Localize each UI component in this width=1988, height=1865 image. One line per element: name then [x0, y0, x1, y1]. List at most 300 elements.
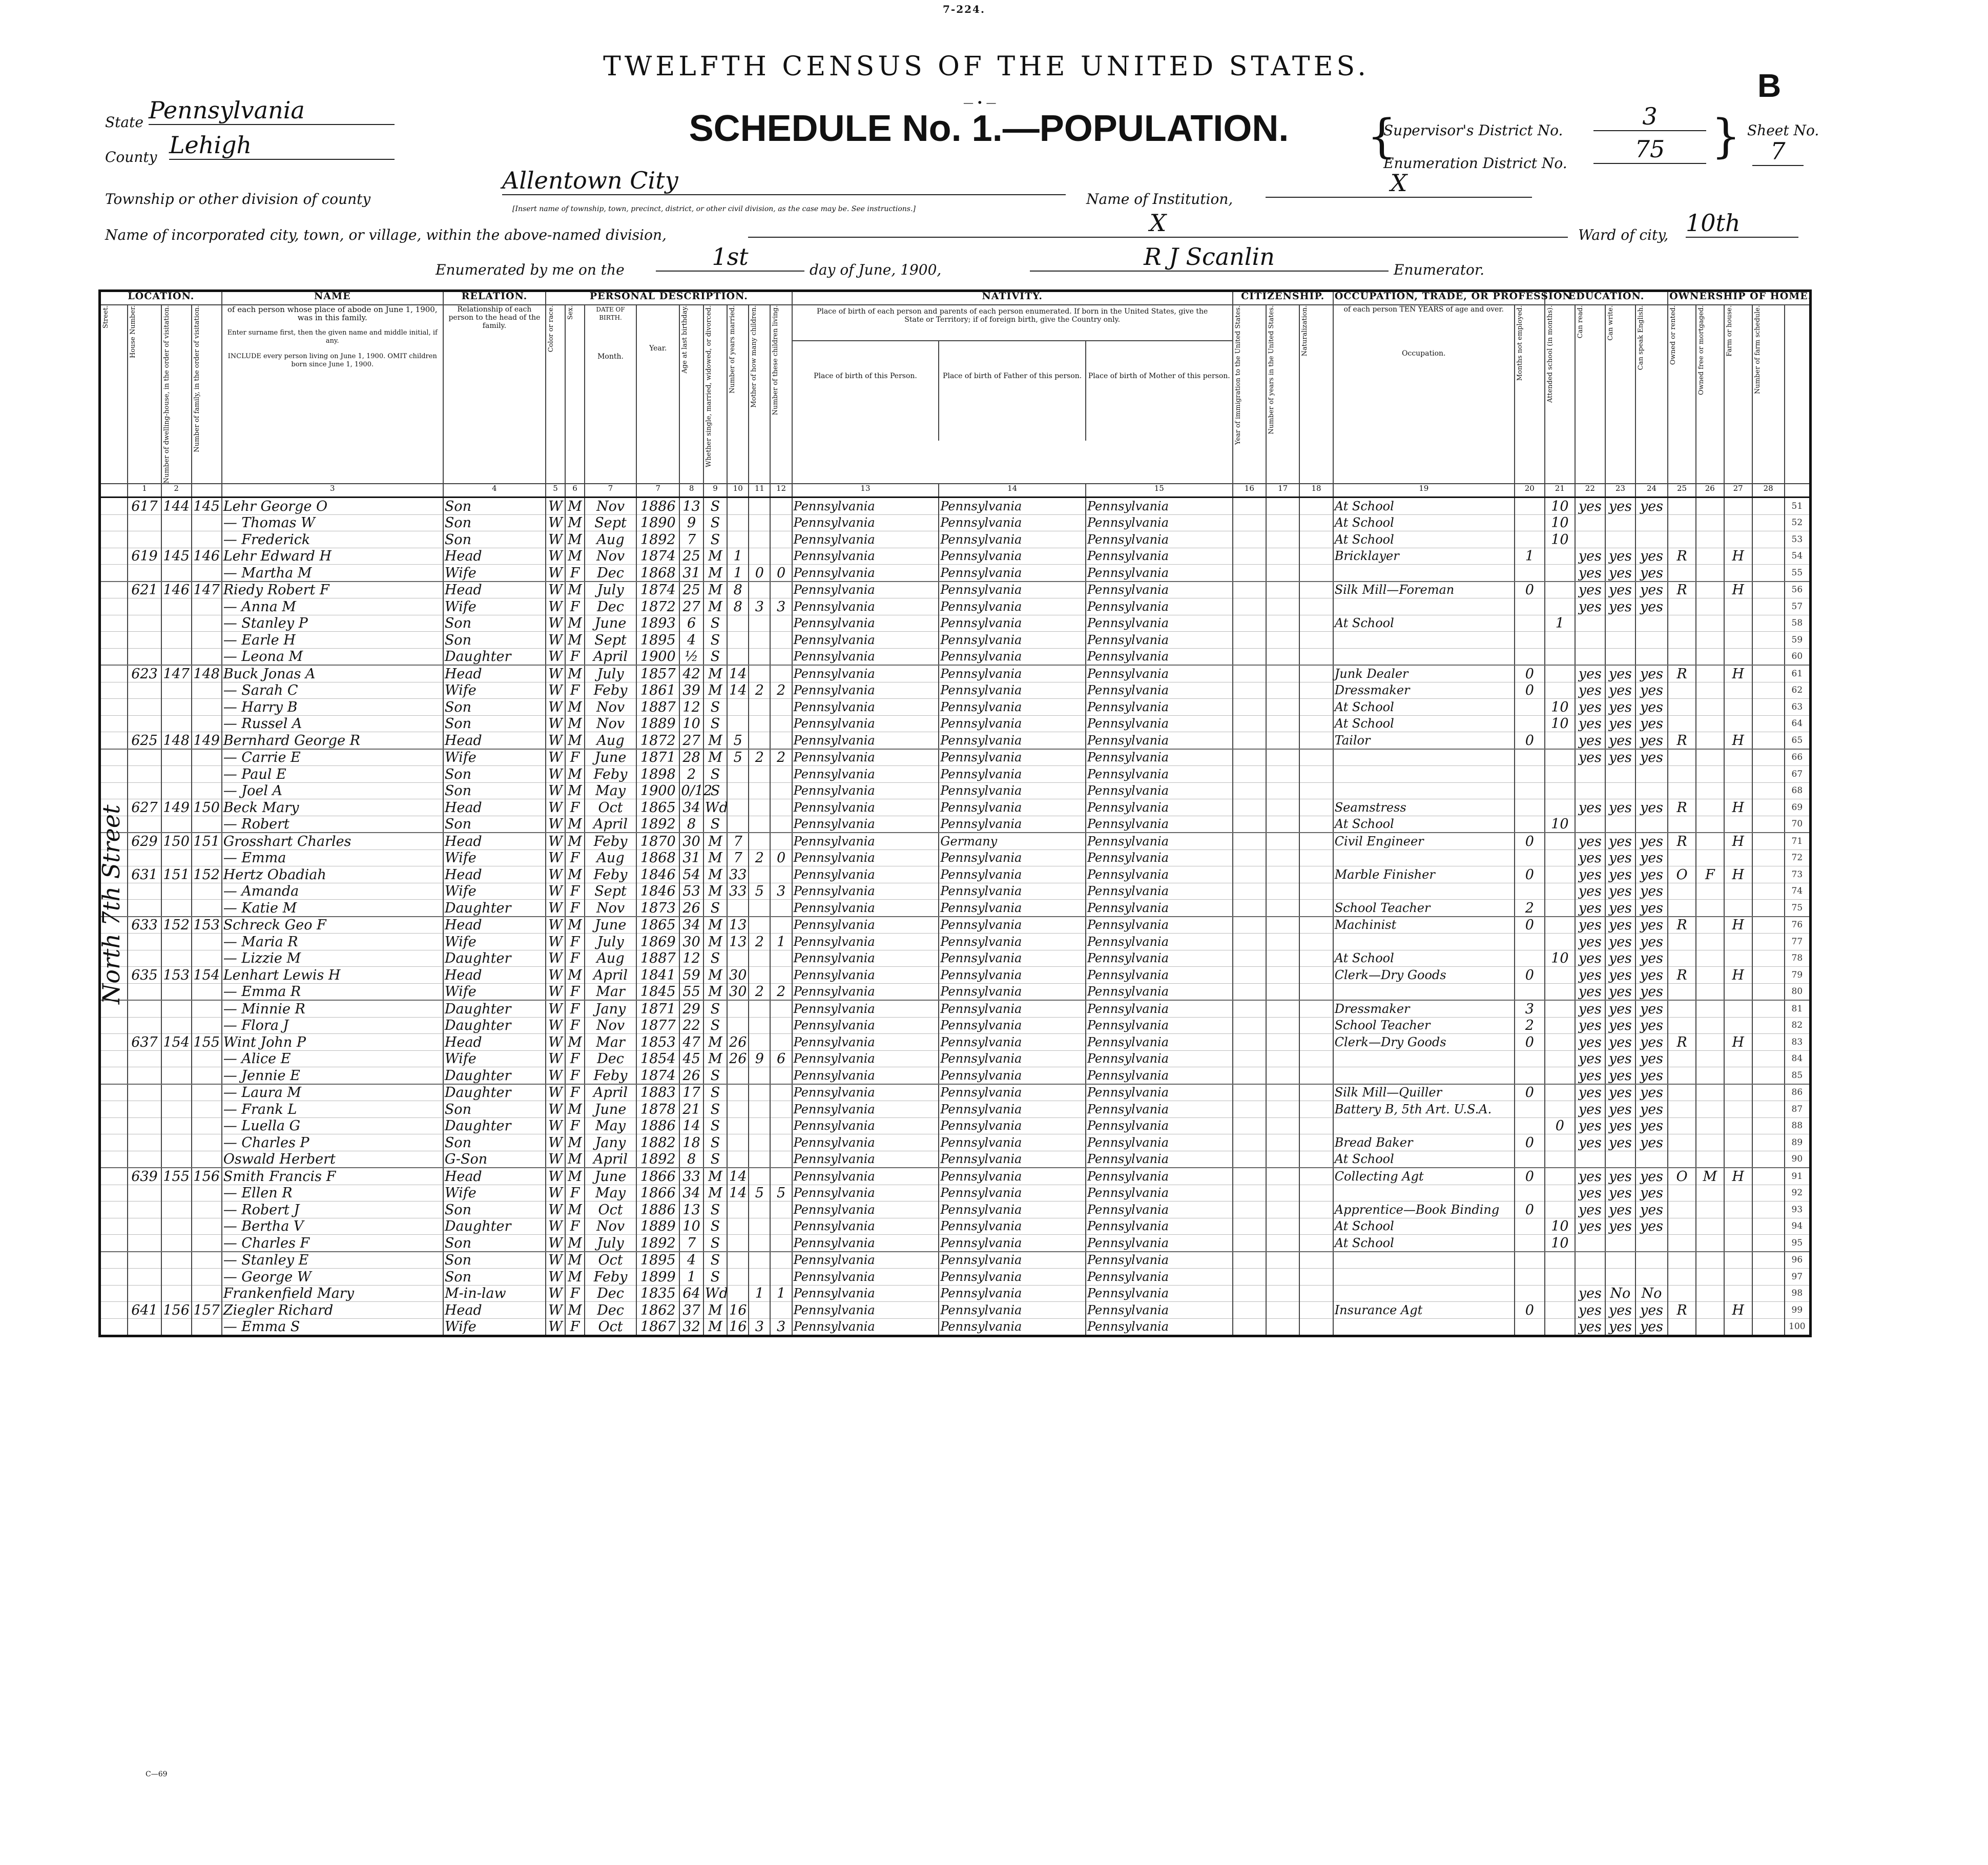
color: W — [546, 1034, 565, 1051]
color: W — [546, 1084, 565, 1101]
census-row — [100, 565, 1811, 582]
family-number — [192, 1201, 222, 1218]
free-mortgaged — [1696, 799, 1724, 816]
birthplace-person: Pennsylvania — [792, 1285, 939, 1302]
mother-of: 9 — [749, 1050, 770, 1067]
immigration-year — [1233, 967, 1266, 984]
column-number: 3 — [222, 484, 443, 498]
row-number-right: 67 — [1785, 766, 1811, 783]
birthplace-mother: Pennsylvania — [1086, 582, 1233, 598]
free-mortgaged — [1696, 632, 1724, 649]
farm-schedule — [1752, 548, 1785, 565]
can-read: yes — [1575, 1101, 1605, 1118]
sex: F — [565, 983, 585, 1000]
farm-house — [1724, 983, 1752, 1000]
can-write — [1605, 615, 1635, 632]
can-read: yes — [1575, 1318, 1605, 1336]
family-number — [192, 699, 222, 716]
free-mortgaged — [1696, 983, 1724, 1000]
months-unemployed — [1515, 1218, 1545, 1235]
years-in-us — [1266, 1269, 1299, 1286]
immigration-year — [1233, 917, 1266, 934]
street-cell — [100, 648, 128, 665]
free-mortgaged — [1696, 1000, 1724, 1017]
naturalization — [1299, 799, 1333, 816]
sex: M — [565, 917, 585, 934]
birthplace-person: Pennsylvania — [792, 1000, 939, 1017]
row-number-right: 86 — [1785, 1084, 1811, 1101]
can-write-header: Can write. — [1605, 305, 1635, 484]
birth-month-header: DATE OF BIRTH. Month. — [585, 305, 636, 484]
can-read — [1575, 766, 1605, 783]
years-married: 7 — [727, 833, 749, 849]
occupation — [1333, 1067, 1515, 1084]
dwelling-number — [161, 1252, 192, 1269]
marital-status: S — [703, 648, 727, 665]
farm-schedule — [1752, 1050, 1785, 1067]
immigration-year — [1233, 1218, 1266, 1235]
sex: F — [565, 565, 585, 582]
can-write — [1605, 766, 1635, 783]
owned-rented: R — [1668, 1302, 1696, 1319]
owned-rented — [1668, 1084, 1696, 1101]
age: 47 — [679, 1034, 703, 1051]
naturalization — [1299, 732, 1333, 749]
family-number — [192, 1269, 222, 1286]
birth-month: June — [585, 1101, 636, 1118]
marital-status: S — [703, 498, 727, 515]
mother-of — [749, 782, 770, 799]
occupation: At School — [1333, 699, 1515, 716]
population-rows — [100, 498, 1811, 1336]
birth-year: 1857 — [636, 665, 679, 682]
children-living — [770, 1017, 792, 1034]
mother-of — [749, 1000, 770, 1017]
years-married: 14 — [727, 1168, 749, 1185]
census-row — [100, 1067, 1811, 1084]
years-married: 5 — [727, 732, 749, 749]
birth-year: 1865 — [636, 799, 679, 816]
occupation: At School — [1333, 1151, 1515, 1168]
birth-month: June — [585, 1168, 636, 1185]
sex: M — [565, 715, 585, 732]
owned-rented — [1668, 1285, 1696, 1302]
census-row — [100, 799, 1811, 816]
street-cell — [100, 732, 128, 749]
farm-house — [1724, 1000, 1752, 1017]
owned-rented — [1668, 615, 1696, 632]
farm-house — [1724, 816, 1752, 833]
years-in-us — [1266, 548, 1299, 565]
footer-code: C—69 — [146, 1770, 168, 1778]
column-number — [1785, 484, 1811, 498]
marital-status: S — [703, 766, 727, 783]
birthplace-father: Pennsylvania — [939, 665, 1086, 682]
farm-house: H — [1724, 665, 1752, 682]
children-living: 3 — [770, 883, 792, 900]
school-months: 10 — [1545, 699, 1575, 716]
birth-year: 1874 — [636, 582, 679, 598]
row-number-right: 71 — [1785, 833, 1811, 849]
person-name: Grosshart Charles — [222, 833, 443, 849]
census-row — [100, 967, 1811, 984]
census-row — [100, 682, 1811, 699]
owned-rented: R — [1668, 582, 1696, 598]
months-unemployed: 0 — [1515, 1034, 1545, 1051]
school-months: 10 — [1545, 950, 1575, 967]
naturalization — [1299, 1151, 1333, 1168]
birth-year: 1874 — [636, 1067, 679, 1084]
birthplace-person: Pennsylvania — [792, 799, 939, 816]
census-row — [100, 866, 1811, 883]
birth-year: 1883 — [636, 1084, 679, 1101]
children-living: 1 — [770, 934, 792, 950]
can-speak-english: yes — [1635, 1134, 1668, 1151]
family-number — [192, 950, 222, 967]
months-unemployed — [1515, 766, 1545, 783]
birthplace-mother: Pennsylvania — [1086, 548, 1233, 565]
farm-house — [1724, 782, 1752, 799]
family-number — [192, 1050, 222, 1067]
years-married: 26 — [727, 1034, 749, 1051]
birthplace-person: Pennsylvania — [792, 565, 939, 582]
birthplace-person: Pennsylvania — [792, 866, 939, 883]
school-months — [1545, 749, 1575, 766]
marital-status: M — [703, 1185, 727, 1201]
years-married — [727, 1000, 749, 1017]
sex: F — [565, 1285, 585, 1302]
relation: Wife — [443, 749, 546, 766]
house-number — [128, 782, 161, 799]
sex: F — [565, 1000, 585, 1017]
years-married — [727, 1151, 749, 1168]
township-note: [Insert name of township, town, precinct, district, or other civil division, as the case may be. See instructions.] — [512, 205, 916, 213]
immigration-year — [1233, 900, 1266, 917]
sex: M — [565, 1168, 585, 1185]
dwelling-number — [161, 1285, 192, 1302]
occupation: Machinist — [1333, 917, 1515, 934]
birthplace-father: Pennsylvania — [939, 632, 1086, 649]
institution-label: Name of Institution, — [1086, 191, 1233, 208]
sex: F — [565, 682, 585, 699]
relation: Wife — [443, 1318, 546, 1336]
birthplace-mother: Pennsylvania — [1086, 1302, 1233, 1319]
citizenship-group: CITIZENSHIP. — [1233, 291, 1333, 305]
owned-rented — [1668, 648, 1696, 665]
person-name: Ziegler Richard — [222, 1302, 443, 1319]
occupation — [1333, 1050, 1515, 1067]
years-married — [727, 1269, 749, 1286]
can-speak-english — [1635, 816, 1668, 833]
months-unemployed: 0 — [1515, 1302, 1545, 1319]
house-number: 627 — [128, 799, 161, 816]
years-in-us — [1266, 665, 1299, 682]
can-write: yes — [1605, 1201, 1635, 1218]
months-unemployed — [1515, 531, 1545, 548]
years-married — [727, 1235, 749, 1252]
dwelling-number — [161, 682, 192, 699]
birthplace-mother: Pennsylvania — [1086, 816, 1233, 833]
nativity-group: NATIVITY. — [792, 291, 1233, 305]
person-name: — Joel A — [222, 782, 443, 799]
enumeration-district-value: 75 — [1593, 135, 1706, 164]
state-value: Pennsylvania — [149, 96, 395, 125]
marital-status: M — [703, 883, 727, 900]
years-married — [727, 782, 749, 799]
birth-month: Dec — [585, 565, 636, 582]
birthplace-person: Pennsylvania — [792, 548, 939, 565]
row-number-right: 89 — [1785, 1134, 1811, 1151]
occupation: Clerk—Dry Goods — [1333, 967, 1515, 984]
sex: M — [565, 498, 585, 515]
marital-status: S — [703, 514, 727, 531]
can-read: yes — [1575, 749, 1605, 766]
color: W — [546, 983, 565, 1000]
years-in-us — [1266, 1017, 1299, 1034]
owned-rented — [1668, 1235, 1696, 1252]
years-married: 8 — [727, 582, 749, 598]
person-name: — Charles F — [222, 1235, 443, 1252]
relation: Son — [443, 1134, 546, 1151]
birthplace-father: Pennsylvania — [939, 749, 1086, 766]
column-number: 14 — [939, 484, 1086, 498]
immigration-year — [1233, 1134, 1266, 1151]
column-number: 8 — [679, 484, 703, 498]
sex: M — [565, 1151, 585, 1168]
can-write: yes — [1605, 849, 1635, 866]
owned-rented — [1668, 782, 1696, 799]
nativity-header: Place of birth of each person and parents of each person enumerated. If born in the United States, give the State or Territory; if of foreign birth, give the Country only. Place of birth of this Person. Place of birth of Father of this person. Place of birth of Mother of this person. — [792, 305, 1233, 484]
can-write: yes — [1605, 1017, 1635, 1034]
farm-schedule — [1752, 498, 1785, 515]
occupation: Seamstress — [1333, 799, 1515, 816]
marital-header: Whether single, married, widowed, or divorced. — [703, 305, 727, 484]
row-number-right: 99 — [1785, 1302, 1811, 1319]
row-number-right: 72 — [1785, 849, 1811, 866]
family-number — [192, 531, 222, 548]
mother-of — [749, 833, 770, 849]
years-in-us — [1266, 1235, 1299, 1252]
years-in-us — [1266, 732, 1299, 749]
months-unemployed — [1515, 498, 1545, 515]
birth-year: 1866 — [636, 1185, 679, 1201]
color: W — [546, 1252, 565, 1269]
sex: M — [565, 531, 585, 548]
census-row — [100, 782, 1811, 799]
birth-year: 1865 — [636, 917, 679, 934]
can-write — [1605, 1269, 1635, 1286]
owned-rented — [1668, 715, 1696, 732]
person-name: — Carrie E — [222, 749, 443, 766]
farm-schedule — [1752, 1218, 1785, 1235]
children-living — [770, 950, 792, 967]
sex: M — [565, 1101, 585, 1118]
can-read — [1575, 514, 1605, 531]
school-months — [1545, 1201, 1575, 1218]
years-in-us — [1266, 699, 1299, 716]
children-living — [770, 866, 792, 883]
can-speak-english — [1635, 766, 1668, 783]
row-number-right: 65 — [1785, 732, 1811, 749]
birth-month: Nov — [585, 548, 636, 565]
street-cell — [100, 1050, 128, 1067]
years-married — [727, 799, 749, 816]
age: 7 — [679, 531, 703, 548]
farm-schedule — [1752, 1285, 1785, 1302]
school-months — [1545, 833, 1575, 849]
can-read: yes — [1575, 548, 1605, 565]
sex: F — [565, 1084, 585, 1101]
birthplace-person: Pennsylvania — [792, 883, 939, 900]
birth-year: 1868 — [636, 565, 679, 582]
mother-of — [749, 1252, 770, 1269]
street-cell — [100, 632, 128, 649]
birth-year: 1861 — [636, 682, 679, 699]
years-in-us — [1266, 1285, 1299, 1302]
immigration-year — [1233, 1067, 1266, 1084]
row-number-right: 60 — [1785, 648, 1811, 665]
marital-status: Wd — [703, 799, 727, 816]
birthplace-person: Pennsylvania — [792, 582, 939, 598]
house-number — [128, 1117, 161, 1134]
years-in-us — [1266, 1117, 1299, 1134]
street-cell — [100, 782, 128, 799]
person-name: — Robert — [222, 816, 443, 833]
occupation — [1333, 1285, 1515, 1302]
school-months — [1545, 648, 1575, 665]
birthplace-person: Pennsylvania — [792, 531, 939, 548]
census-row — [100, 1084, 1811, 1101]
birth-year: 1887 — [636, 699, 679, 716]
farm-house — [1724, 632, 1752, 649]
can-write — [1605, 514, 1635, 531]
dwelling-number — [161, 1201, 192, 1218]
row-number-right: 79 — [1785, 967, 1811, 984]
years-in-us — [1266, 1185, 1299, 1201]
can-read-header: Can read. — [1575, 305, 1605, 484]
row-number-right: 100 — [1785, 1318, 1811, 1336]
farm-schedule — [1752, 900, 1785, 917]
marital-status: S — [703, 1101, 727, 1118]
sex: M — [565, 548, 585, 565]
can-read: yes — [1575, 565, 1605, 582]
marital-status: M — [703, 1302, 727, 1319]
house-number — [128, 531, 161, 548]
free-mortgaged — [1696, 1185, 1724, 1201]
years-in-us — [1266, 1218, 1299, 1235]
immigration-year — [1233, 699, 1266, 716]
birthplace-person: Pennsylvania — [792, 983, 939, 1000]
marital-status: S — [703, 1000, 727, 1017]
incorporated-label: Name of incorporated city, town, or village, within the above-named division, — [105, 226, 667, 243]
naturalization — [1299, 531, 1333, 548]
school-months — [1545, 582, 1575, 598]
school-months — [1545, 548, 1575, 565]
birth-month: Jany — [585, 1000, 636, 1017]
can-write: yes — [1605, 715, 1635, 732]
mother-of — [749, 1101, 770, 1118]
county-label: County — [105, 149, 157, 165]
census-row — [100, 665, 1811, 682]
owned-rented — [1668, 816, 1696, 833]
naturalization — [1299, 1285, 1333, 1302]
age: 8 — [679, 1151, 703, 1168]
children-living — [770, 632, 792, 649]
street-cell — [100, 715, 128, 732]
years-married: 7 — [727, 849, 749, 866]
person-name: Wint John P — [222, 1034, 443, 1051]
owned-rented — [1668, 766, 1696, 783]
owned-rented — [1668, 699, 1696, 716]
house-number-header: House Number. — [128, 305, 161, 484]
census-row — [100, 1235, 1811, 1252]
sex: F — [565, 1067, 585, 1084]
column-number: 2 — [161, 484, 192, 498]
street-cell — [100, 548, 128, 565]
years-married: 30 — [727, 967, 749, 984]
months-unemployed — [1515, 782, 1545, 799]
birthplace-person: Pennsylvania — [792, 1218, 939, 1235]
person-name: — Russel A — [222, 715, 443, 732]
birth-month: Aug — [585, 849, 636, 866]
months-unemployed — [1515, 598, 1545, 615]
house-number — [128, 983, 161, 1000]
months-unemployed: 0 — [1515, 866, 1545, 883]
dwelling-number: 154 — [161, 1034, 192, 1051]
birth-year: 1871 — [636, 1000, 679, 1017]
years-married — [727, 766, 749, 783]
free-mortgaged — [1696, 1117, 1724, 1134]
birth-year: 1877 — [636, 1017, 679, 1034]
street-cell — [100, 1117, 128, 1134]
marital-status: M — [703, 1034, 727, 1051]
dwelling-number: 149 — [161, 799, 192, 816]
birth-month: May — [585, 782, 636, 799]
birth-year: 1886 — [636, 498, 679, 515]
marital-status: M — [703, 917, 727, 934]
children-living — [770, 715, 792, 732]
relation: Daughter — [443, 648, 546, 665]
free-mortgaged — [1696, 531, 1724, 548]
school-months: 10 — [1545, 498, 1575, 515]
can-speak-english: yes — [1635, 866, 1668, 883]
farm-schedule — [1752, 967, 1785, 984]
can-speak-english: yes — [1635, 1017, 1668, 1034]
birthplace-father: Pennsylvania — [939, 782, 1086, 799]
can-read: yes — [1575, 1168, 1605, 1185]
color: W — [546, 866, 565, 883]
birthplace-father: Pennsylvania — [939, 1117, 1086, 1134]
farm-house — [1724, 766, 1752, 783]
house-number — [128, 1218, 161, 1235]
personal-group: PERSONAL DESCRIPTION. — [546, 291, 792, 305]
color: W — [546, 1168, 565, 1185]
occupation — [1333, 1269, 1515, 1286]
years-married: 16 — [727, 1302, 749, 1319]
birth-year: 1871 — [636, 749, 679, 766]
can-write: yes — [1605, 1034, 1635, 1051]
color: W — [546, 1000, 565, 1017]
farm-house — [1724, 1117, 1752, 1134]
house-number — [128, 648, 161, 665]
street-cell — [100, 699, 128, 716]
ward-value: 10th — [1686, 209, 1798, 238]
marital-status: S — [703, 699, 727, 716]
can-write: yes — [1605, 565, 1635, 582]
color: W — [546, 1151, 565, 1168]
immigration-year — [1233, 1201, 1266, 1218]
dwelling-number — [161, 1151, 192, 1168]
